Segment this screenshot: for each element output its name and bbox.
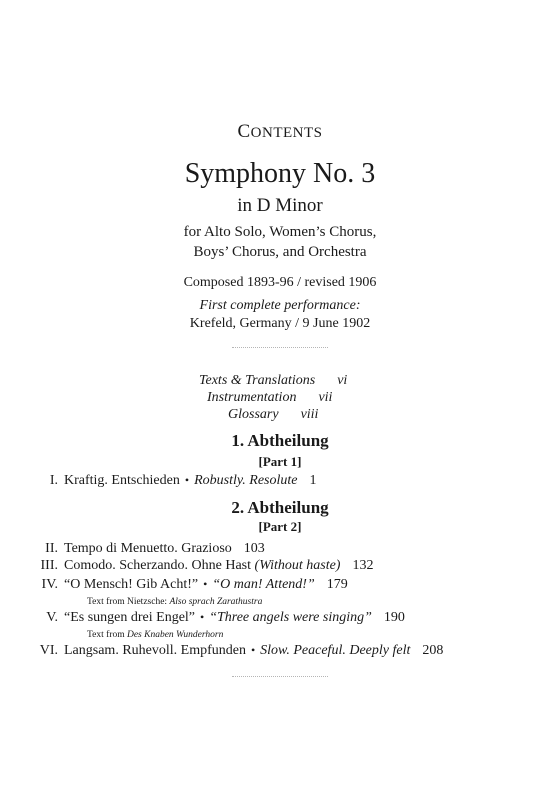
movement-entry [64,558,373,574]
composed-dates: Composed 1893-96 / revised 1906 [183,275,377,290]
work-key: in D Minor [237,195,323,216]
movement-title: “Es sungen drei Engel” [64,610,196,625]
page-number: 179 [326,577,348,592]
movement-translation: “O man! Attend!” [212,577,315,592]
movement-entry [64,473,317,489]
page-number: vii [318,390,333,405]
page-number: 208 [422,643,444,658]
top-divider [232,347,328,348]
bullet: • [250,643,256,657]
work-title: Symphony No. 3 [184,158,376,189]
movement-number: IV. [41,577,58,592]
movement-number: V. [46,610,58,625]
scoring-line-2: Boys’ Chorus, and Orchestra [193,244,367,260]
page-number: vi [337,373,348,388]
bullet: • [200,610,205,624]
text-source-note: Text from Des Knaben Wunderhorn [87,630,224,640]
first-performance-place: Krefeld, Germany / 9 June 1902 [189,316,371,331]
page-number: 1 [309,473,317,488]
movement-number: III. [40,558,58,573]
page-number: 132 [352,558,374,573]
movement-title: Kraftig. Entschieden [64,473,180,488]
contents-rest: ONTENTS [250,125,323,141]
section-2-heading: 2. Abtheilung [231,498,329,517]
movement-title: Tempo di Menuetto. Grazioso [64,541,232,556]
contents-heading [0,121,560,143]
front-matter-texts: Texts & Translations vi [199,373,348,388]
movement-number: VI. [39,643,58,658]
movement-entry [64,577,348,593]
bullet: • [203,577,208,591]
page-number: viii [300,407,319,422]
movement-translation: “Three angels were singing” [209,610,372,625]
movement-number: II. [45,541,58,556]
contents-initial: C [237,121,251,142]
movement-translation: Robustly. Resolute [194,473,298,488]
movement-entry [64,541,265,557]
bottom-divider [232,676,328,677]
scoring-line-1: for Alto Solo, Women’s Chorus, [183,224,377,240]
movement-title: “O Mensch! Gib Acht!” [64,577,199,592]
front-matter-instrumentation: Instrumentation vii [207,390,333,405]
section-1-part: [Part 1] [258,454,302,469]
front-matter-glossary: Glossary viii [228,407,319,422]
first-performance-label: First complete performance: [199,298,361,313]
movement-title: Comodo. Scherzando. Ohne Hast [64,558,252,573]
movement-translation: (Without haste) [254,558,341,573]
text-source-note: Text from Nietzsche: Also sprach Zarathustra [87,597,263,607]
movement-title: Langsam. Ruhevoll. Empfunden [64,643,246,658]
bullet: • [184,473,190,487]
section-2-part: [Part 2] [258,519,302,534]
movement-translation: Slow. Peaceful. Deeply felt [260,643,411,658]
page-number: 190 [383,610,405,625]
movement-entry [64,643,443,659]
page-number: 103 [243,541,265,556]
section-1-heading: 1. Abtheilung [231,431,329,450]
movement-entry [64,610,405,626]
movement-number: I. [49,473,58,488]
